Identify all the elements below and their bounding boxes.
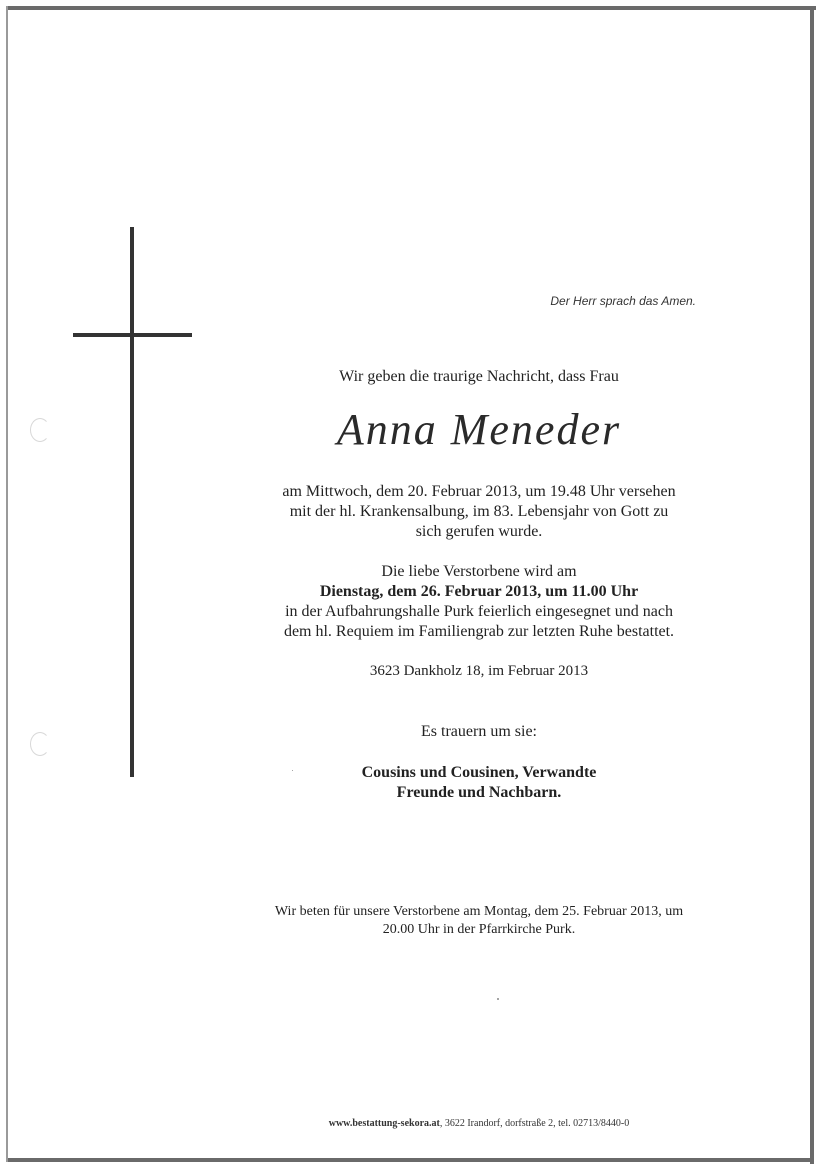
mourners-line: Freunde und Nachbarn. — [396, 784, 562, 801]
funeral-line: Die liebe Verstorbene wird am — [381, 563, 577, 580]
death-notice — [240, 482, 718, 542]
punch-hole-mark — [30, 418, 50, 442]
funeral-date-time: Dienstag, dem 26. Februar 2013, um 11.00 Uhr — [319, 583, 639, 600]
cross-horizontal-bar — [73, 333, 192, 337]
death-notice-line: am Mittwoch, dem 20. Februar 2013, um 19.48 Uhr versehen — [282, 483, 676, 500]
death-notice-line: sich gerufen wurde. — [415, 523, 543, 540]
intro-text: Wir geben die traurige Nachricht, dass Frau — [339, 368, 619, 385]
cross-vertical-bar — [130, 227, 134, 777]
funeral-line: in der Aufbahrungshalle Purk feierlich eingesegnet und nach — [285, 603, 673, 620]
scan-speck — [497, 998, 499, 1000]
mourners-label: Es trauern um sie: — [421, 723, 537, 740]
mourners-list — [240, 763, 718, 803]
scan-speck — [292, 770, 293, 771]
prayer-line: 20.00 Uhr in der Pfarrkirche Purk. — [382, 922, 576, 937]
funeral-line: dem hl. Requiem im Familiengrab zur letzten Ruhe bestattet. — [283, 623, 675, 640]
footer-address: , 3622 Irandorf, dorfstraße 2, tel. 02713/8440-0 — [439, 1118, 630, 1129]
deceased-name: Anna Meneder — [336, 405, 622, 454]
scan-border-right — [810, 6, 814, 1164]
motto-quote: Der Herr sprach das Amen. — [550, 294, 696, 308]
punch-hole-mark — [30, 732, 50, 756]
death-notice-line: mit der hl. Krankensalbung, im 83. Lebensjahr von Gott zu — [289, 503, 669, 520]
footer-website: www.bestattung-sekora.at — [328, 1118, 440, 1129]
mourners-line: Cousins und Cousinen, Verwandte — [361, 764, 597, 781]
scan-border-top — [6, 6, 816, 10]
footer-contact — [240, 1118, 718, 1129]
prayer-notice — [215, 903, 743, 939]
place-date: 3623 Dankholz 18, im Februar 2013 — [369, 663, 589, 679]
prayer-line: Wir beten für unsere Verstorbene am Montag, dem 25. Februar 2013, um — [274, 904, 684, 919]
scan-border-left — [6, 6, 8, 1162]
funeral-notice — [240, 562, 718, 642]
scan-border-bottom — [6, 1158, 814, 1162]
